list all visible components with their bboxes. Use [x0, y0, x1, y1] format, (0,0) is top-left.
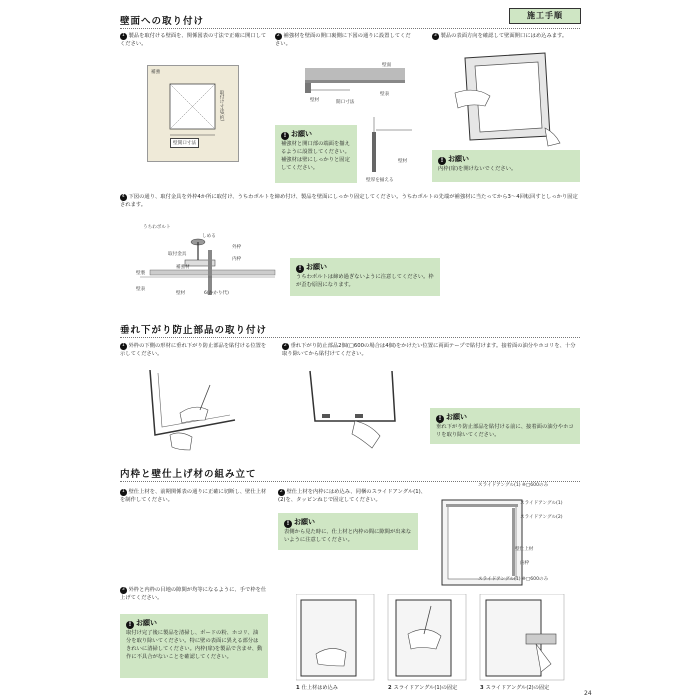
step-text: 製品の表面方向を確認して壁面開口にはめ込みます。: [440, 33, 568, 39]
section-title-sag-prevention: 垂れ下がり防止部品の取り付け: [120, 325, 268, 336]
step-number: 1: [121, 489, 125, 494]
wall-step-3-note: [432, 150, 580, 182]
sag-step-1-illustration: [140, 365, 260, 455]
figure-label: 壁裏: [136, 271, 146, 276]
figure-label: 壁表: [380, 92, 390, 97]
note-title: お願い: [446, 413, 467, 421]
wall-step-1-text: [120, 32, 270, 48]
step-text: 下図の通り、取付金具を外枠4か所に取付け、うちわボルトを締め付け、製品を壁面にしっかり固定してください。うちわボルトの先端が補強材に当たってから3～4回転回すとしっかり固定されます。: [120, 194, 578, 208]
step-text: 製品を取付ける壁面を、関係図表の寸法で正確に開口してください。: [120, 33, 267, 47]
reinforcement-detail-figure: [362, 112, 417, 182]
note-title: お願い: [306, 263, 327, 271]
step-text: 補強材を壁面の開口裏側に下図の通りに設置してください。: [275, 33, 411, 47]
figure-label: 壁開口寸法: [170, 138, 199, 148]
figure-label: 内枠: [520, 561, 530, 566]
figure-label: 補強: [151, 70, 161, 75]
step-number: 3: [433, 33, 437, 38]
note-heading: [126, 618, 157, 629]
note-text: 垂れ下がり防止部品を貼付ける前に、接着面の油分やホコリを取り除いてください。: [436, 424, 574, 438]
figure-label: 壁仕上材: [515, 547, 534, 552]
figure-label: 壁材: [310, 98, 320, 103]
step-text: 壁仕上材を内枠にはめ込み、同梱のスライドアングル(1)、(2)を、タッピンねじで固定してください。: [278, 489, 426, 503]
section-title-wall-mount: 壁面への取り付け: [120, 16, 205, 27]
assembly-step-2-note: [278, 513, 418, 550]
note-heading: [436, 412, 467, 423]
exclamation-icon: !: [281, 132, 289, 140]
note-heading: [281, 129, 312, 140]
figure-label: スライドアングル(2): [520, 515, 563, 520]
assembly-step-2-text: [278, 488, 428, 504]
step-number: 2: [283, 343, 287, 348]
figure-label: 補強材: [176, 265, 190, 270]
note-title: お願い: [294, 518, 315, 526]
exclamation-icon: !: [436, 415, 444, 423]
figure-label: しめる: [202, 234, 216, 239]
figure-label: 6(かかり代): [204, 291, 229, 296]
sag-step-1-text: [120, 342, 270, 358]
figure-label: 外枠: [232, 245, 242, 250]
note-heading: [438, 154, 469, 165]
note-text: 補強材と開口部の端面を揃えるように設置してください。補強材は壁にしっかりと固定してください。: [281, 141, 350, 171]
figure-label: 開口寸法: [336, 100, 355, 105]
note-title: お願い: [136, 619, 157, 627]
note-title: お願い: [448, 155, 469, 163]
step-text: 外枠と内枠の目地の隙間が均等になるように、手で枠を仕上げてください。: [120, 587, 267, 601]
figure-label: 壁表: [136, 287, 146, 292]
caption-number: 1: [296, 685, 300, 691]
section-divider: [120, 28, 580, 29]
figure-label: 壁面: [382, 63, 392, 68]
exclamation-icon: !: [438, 157, 446, 165]
wall-step-4-note: [290, 258, 440, 296]
note-heading: [296, 262, 327, 273]
assembly-sequence-illustrations: [296, 594, 576, 682]
note-heading: [284, 517, 315, 528]
page-number: 24: [584, 690, 592, 697]
figure-label: スライドアングル(1): [520, 501, 563, 506]
note-title: お願い: [291, 130, 312, 138]
wall-opening-figure: [147, 65, 239, 162]
note-text: 表側から見た時に、仕上材と内枠の間に隙間が出来ないように注意してください。: [284, 529, 412, 543]
step-number: 4: [121, 194, 125, 199]
sag-step-2-text: [282, 342, 580, 358]
step-number: 2: [279, 489, 283, 494]
caption-number: 3: [480, 685, 484, 691]
step-number: 1: [121, 343, 125, 348]
step-text: 外枠の下側の形材に垂れ下がり防止部品を貼付ける位置を示してください。: [120, 343, 267, 357]
assembly-step-3-text: [120, 586, 270, 602]
step-number: 1: [121, 33, 125, 38]
caption-text: スライドアングル(1)の固定: [393, 685, 458, 691]
wall-step-2-note: [275, 125, 357, 183]
figure-label: 取付け寸法(約): [219, 90, 224, 122]
note-text: 取付け完了後に製品を清掃し、ボードの粉、ホコリ、油分を取り除いてください。特に壁の表面に異える部分はきれいに清掃してください。内枠(扉)を製品で含ませ、動作に不具合がないことを確認してください。: [126, 630, 263, 660]
sag-step-2-illustration: [300, 366, 420, 456]
exclamation-icon: !: [296, 265, 304, 273]
step-number: 3: [121, 587, 125, 592]
step-number: 2: [276, 33, 280, 38]
figure-label: 壁材: [176, 291, 186, 296]
wall-step-4-text: [120, 193, 580, 209]
section-divider: [120, 337, 580, 338]
figure-label: 内枠: [232, 257, 242, 262]
wall-step-2-text: [275, 32, 415, 48]
note-text: 内枠(扉)を開けないでください。: [438, 166, 517, 172]
figure-label: 取付金具: [168, 252, 187, 257]
caption-text: スライドアングル(2)の固定: [485, 685, 550, 691]
figure-label: 壁厚を揃える: [366, 178, 394, 183]
figure-label: スライドアングル(1) ※□600のみ: [478, 577, 549, 582]
panel-insert-illustration: [450, 48, 565, 148]
assembly-step-1-text: [120, 488, 270, 504]
step-text: 垂れ下がり防止部品2個(□600の場合は4個)をかけたい位置に両面テープで貼付けます。接着面の油分やホコリを、十分取り除いてから貼付けてください。: [282, 343, 576, 357]
step-text: 壁仕上材を、前期関係表の通りに正確に切断し、壁仕上材を制作してください。: [120, 489, 267, 503]
figure-label: うちわボルト: [143, 225, 171, 230]
caption-text: 仕上材はめ込み: [301, 685, 338, 691]
caption-3: [480, 684, 549, 691]
wall-step-3-text: [432, 32, 580, 40]
figure-label: スライドアングル(1) ※□600のみ: [478, 483, 549, 488]
caption-number: 2: [388, 685, 392, 691]
note-text: うちわボルトは締め過ぎないように注意してください。枠が歪む原因になります。: [296, 274, 434, 288]
section-title-assembly: 内枠と壁仕上げ材の組み立て: [120, 469, 257, 480]
exclamation-icon: !: [284, 520, 292, 528]
caption-2: [388, 684, 457, 691]
caption-1: [296, 684, 338, 691]
exclamation-icon: !: [126, 621, 134, 629]
figure-label: 壁材: [398, 159, 408, 164]
procedure-tag: 施工手順: [509, 8, 581, 24]
sag-step-2-note: [430, 408, 580, 444]
assembly-step-3-note: [120, 614, 268, 678]
